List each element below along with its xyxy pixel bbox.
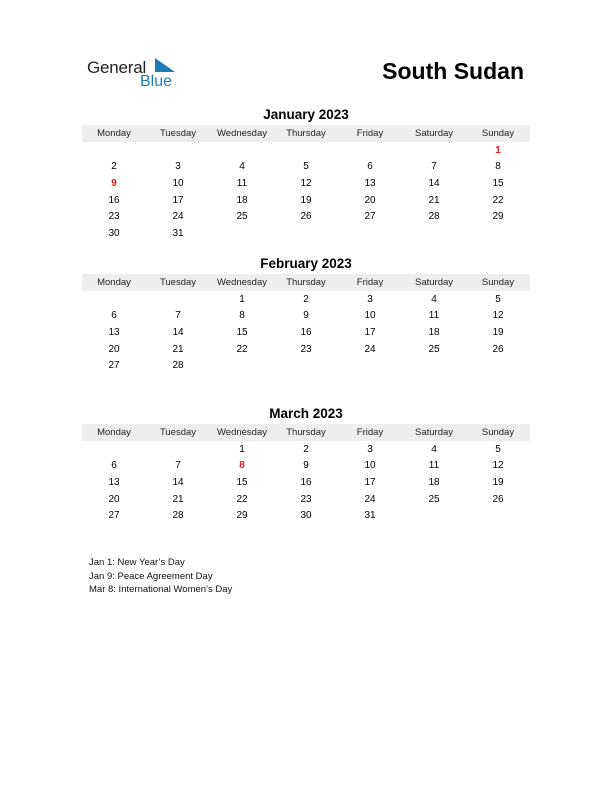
day-cell: 19 <box>492 326 504 338</box>
month-march <box>82 405 530 524</box>
day-cell: 5 <box>303 161 309 173</box>
day-cell: 29 <box>236 510 248 522</box>
day-cell: 27 <box>108 360 120 372</box>
day-cell: 4 <box>431 443 437 455</box>
day-cell: 20 <box>108 493 120 505</box>
day-cell: 4 <box>431 293 437 305</box>
holiday-day-cell: 8 <box>239 460 245 472</box>
holiday-day-cell: 9 <box>111 177 117 189</box>
weekday-header <box>82 424 530 441</box>
day-cell: 6 <box>367 161 373 173</box>
day-cell: 30 <box>300 510 312 522</box>
day-cell: 22 <box>236 493 248 505</box>
week-row <box>82 474 530 491</box>
day-cell: 20 <box>108 343 120 355</box>
day-cell: 7 <box>175 460 181 472</box>
day-cell: 25 <box>428 343 440 355</box>
holiday-item: Jan 9: Peace Agreement Day <box>89 570 213 582</box>
weekday-label: Sunday <box>481 128 515 139</box>
week-row <box>82 491 530 508</box>
day-cell: 8 <box>495 161 501 173</box>
day-cell: 13 <box>364 177 376 189</box>
week-row <box>82 441 530 458</box>
day-cell: 17 <box>364 476 376 488</box>
day-cell: 3 <box>175 161 181 173</box>
week-row <box>82 291 530 308</box>
month-february <box>82 255 530 374</box>
holiday-day-cell: 1 <box>495 144 501 156</box>
day-cell: 4 <box>239 161 245 173</box>
day-cell: 7 <box>431 161 437 173</box>
day-cell: 15 <box>492 177 504 189</box>
day-cell: 28 <box>428 211 440 223</box>
weekday-label: Wednesday <box>217 128 267 139</box>
day-cell: 10 <box>172 177 184 189</box>
week-row <box>82 142 530 159</box>
day-cell: 21 <box>172 493 184 505</box>
week-row <box>82 341 530 358</box>
weekday-header <box>82 125 530 142</box>
week-row <box>82 507 530 524</box>
weekday-header <box>82 274 530 291</box>
weekday-label: Tuesday <box>159 277 197 288</box>
logo-text-blue: Blue <box>140 73 173 90</box>
weekday-label: Sunday <box>481 427 515 438</box>
day-cell: 10 <box>364 310 376 322</box>
week-row <box>82 175 530 192</box>
week-row <box>82 225 530 242</box>
day-cell: 27 <box>108 510 120 522</box>
logo-triangle-icon <box>153 58 177 72</box>
day-cell: 12 <box>492 460 504 472</box>
day-cell: 26 <box>492 343 504 355</box>
day-cell: 23 <box>300 343 312 355</box>
holiday-list <box>89 556 232 597</box>
week-row <box>82 192 530 209</box>
day-cell: 23 <box>300 493 312 505</box>
day-cell: 27 <box>364 211 376 223</box>
day-cell: 24 <box>172 211 184 223</box>
day-cell: 13 <box>108 476 120 488</box>
day-cell: 11 <box>428 310 440 322</box>
day-cell: 16 <box>300 326 312 338</box>
day-cell: 24 <box>364 343 376 355</box>
day-cell: 2 <box>303 443 309 455</box>
day-cell: 9 <box>303 310 309 322</box>
day-cell: 16 <box>300 476 312 488</box>
week-row <box>82 357 530 374</box>
day-cell: 6 <box>111 310 117 322</box>
day-cell: 21 <box>172 343 184 355</box>
weekday-label: Sunday <box>481 277 515 288</box>
day-cell: 28 <box>172 360 184 372</box>
day-cell: 22 <box>236 343 248 355</box>
country-title: South Sudan <box>382 58 524 84</box>
day-cell: 12 <box>300 177 312 189</box>
weekday-label: Monday <box>97 128 131 139</box>
day-cell: 2 <box>111 161 117 173</box>
week-row <box>82 324 530 341</box>
weekday-label: Friday <box>356 427 384 438</box>
day-cell: 3 <box>367 293 373 305</box>
month-title: January 2023 <box>263 107 349 122</box>
day-cell: 26 <box>492 493 504 505</box>
weekday-label: Tuesday <box>159 427 197 438</box>
week-row <box>82 159 530 176</box>
day-cell: 26 <box>300 211 312 223</box>
day-cell: 28 <box>172 510 184 522</box>
day-cell: 15 <box>236 476 248 488</box>
day-cell: 20 <box>364 194 376 206</box>
logo-text-general: General <box>87 58 147 77</box>
weekday-label: Monday <box>97 277 131 288</box>
day-cell: 29 <box>492 211 504 223</box>
day-cell: 25 <box>236 211 248 223</box>
day-cell: 9 <box>303 460 309 472</box>
day-cell: 14 <box>172 476 184 488</box>
weekday-label: Saturday <box>414 277 454 288</box>
day-cell: 31 <box>172 227 184 239</box>
day-cell: 17 <box>364 326 376 338</box>
day-cell: 8 <box>239 310 245 322</box>
weekday-label: Saturday <box>414 128 454 139</box>
day-cell: 13 <box>108 326 120 338</box>
day-cell: 1 <box>239 293 245 305</box>
day-cell: 19 <box>300 194 312 206</box>
day-cell: 10 <box>364 460 376 472</box>
day-cell: 7 <box>175 310 181 322</box>
day-cell: 14 <box>428 177 440 189</box>
day-cell: 15 <box>236 326 248 338</box>
weekday-label: Monday <box>97 427 131 438</box>
week-row <box>82 308 530 325</box>
day-cell: 23 <box>108 211 120 223</box>
day-cell: 24 <box>364 493 376 505</box>
day-cell: 6 <box>111 460 117 472</box>
day-cell: 3 <box>367 443 373 455</box>
day-cell: 11 <box>428 460 440 472</box>
week-row <box>82 458 530 475</box>
day-cell: 14 <box>172 326 184 338</box>
day-cell: 2 <box>303 293 309 305</box>
week-row <box>82 208 530 225</box>
day-cell: 1 <box>239 443 245 455</box>
weekday-label: Saturday <box>414 427 454 438</box>
generalblue-logo <box>87 56 187 96</box>
weekday-label: Wednesday <box>217 277 267 288</box>
day-cell: 31 <box>364 510 376 522</box>
day-cell: 25 <box>428 493 440 505</box>
month-title: February 2023 <box>260 256 352 271</box>
day-cell: 5 <box>495 443 501 455</box>
weekday-label: Wednesday <box>217 427 267 438</box>
weekday-label: Friday <box>356 128 384 139</box>
day-cell: 11 <box>236 177 248 189</box>
month-january <box>82 106 530 242</box>
day-cell: 5 <box>495 293 501 305</box>
day-cell: 21 <box>428 194 440 206</box>
day-cell: 19 <box>492 476 504 488</box>
day-cell: 18 <box>428 326 440 338</box>
weekday-label: Thursday <box>286 128 326 139</box>
day-cell: 18 <box>428 476 440 488</box>
day-cell: 17 <box>172 194 184 206</box>
day-cell: 16 <box>108 194 120 206</box>
day-cell: 22 <box>492 194 504 206</box>
day-cell: 30 <box>108 227 120 239</box>
day-cell: 12 <box>492 310 504 322</box>
weekday-label: Tuesday <box>159 128 197 139</box>
weekday-label: Thursday <box>286 427 326 438</box>
month-title: March 2023 <box>269 406 343 421</box>
weekday-label: Friday <box>356 277 384 288</box>
day-cell: 18 <box>236 194 248 206</box>
weekday-label: Thursday <box>286 277 326 288</box>
holiday-item: Mar 8: International Women’s Day <box>89 584 233 596</box>
holiday-item: Jan 1: New Year’s Day <box>89 557 185 568</box>
